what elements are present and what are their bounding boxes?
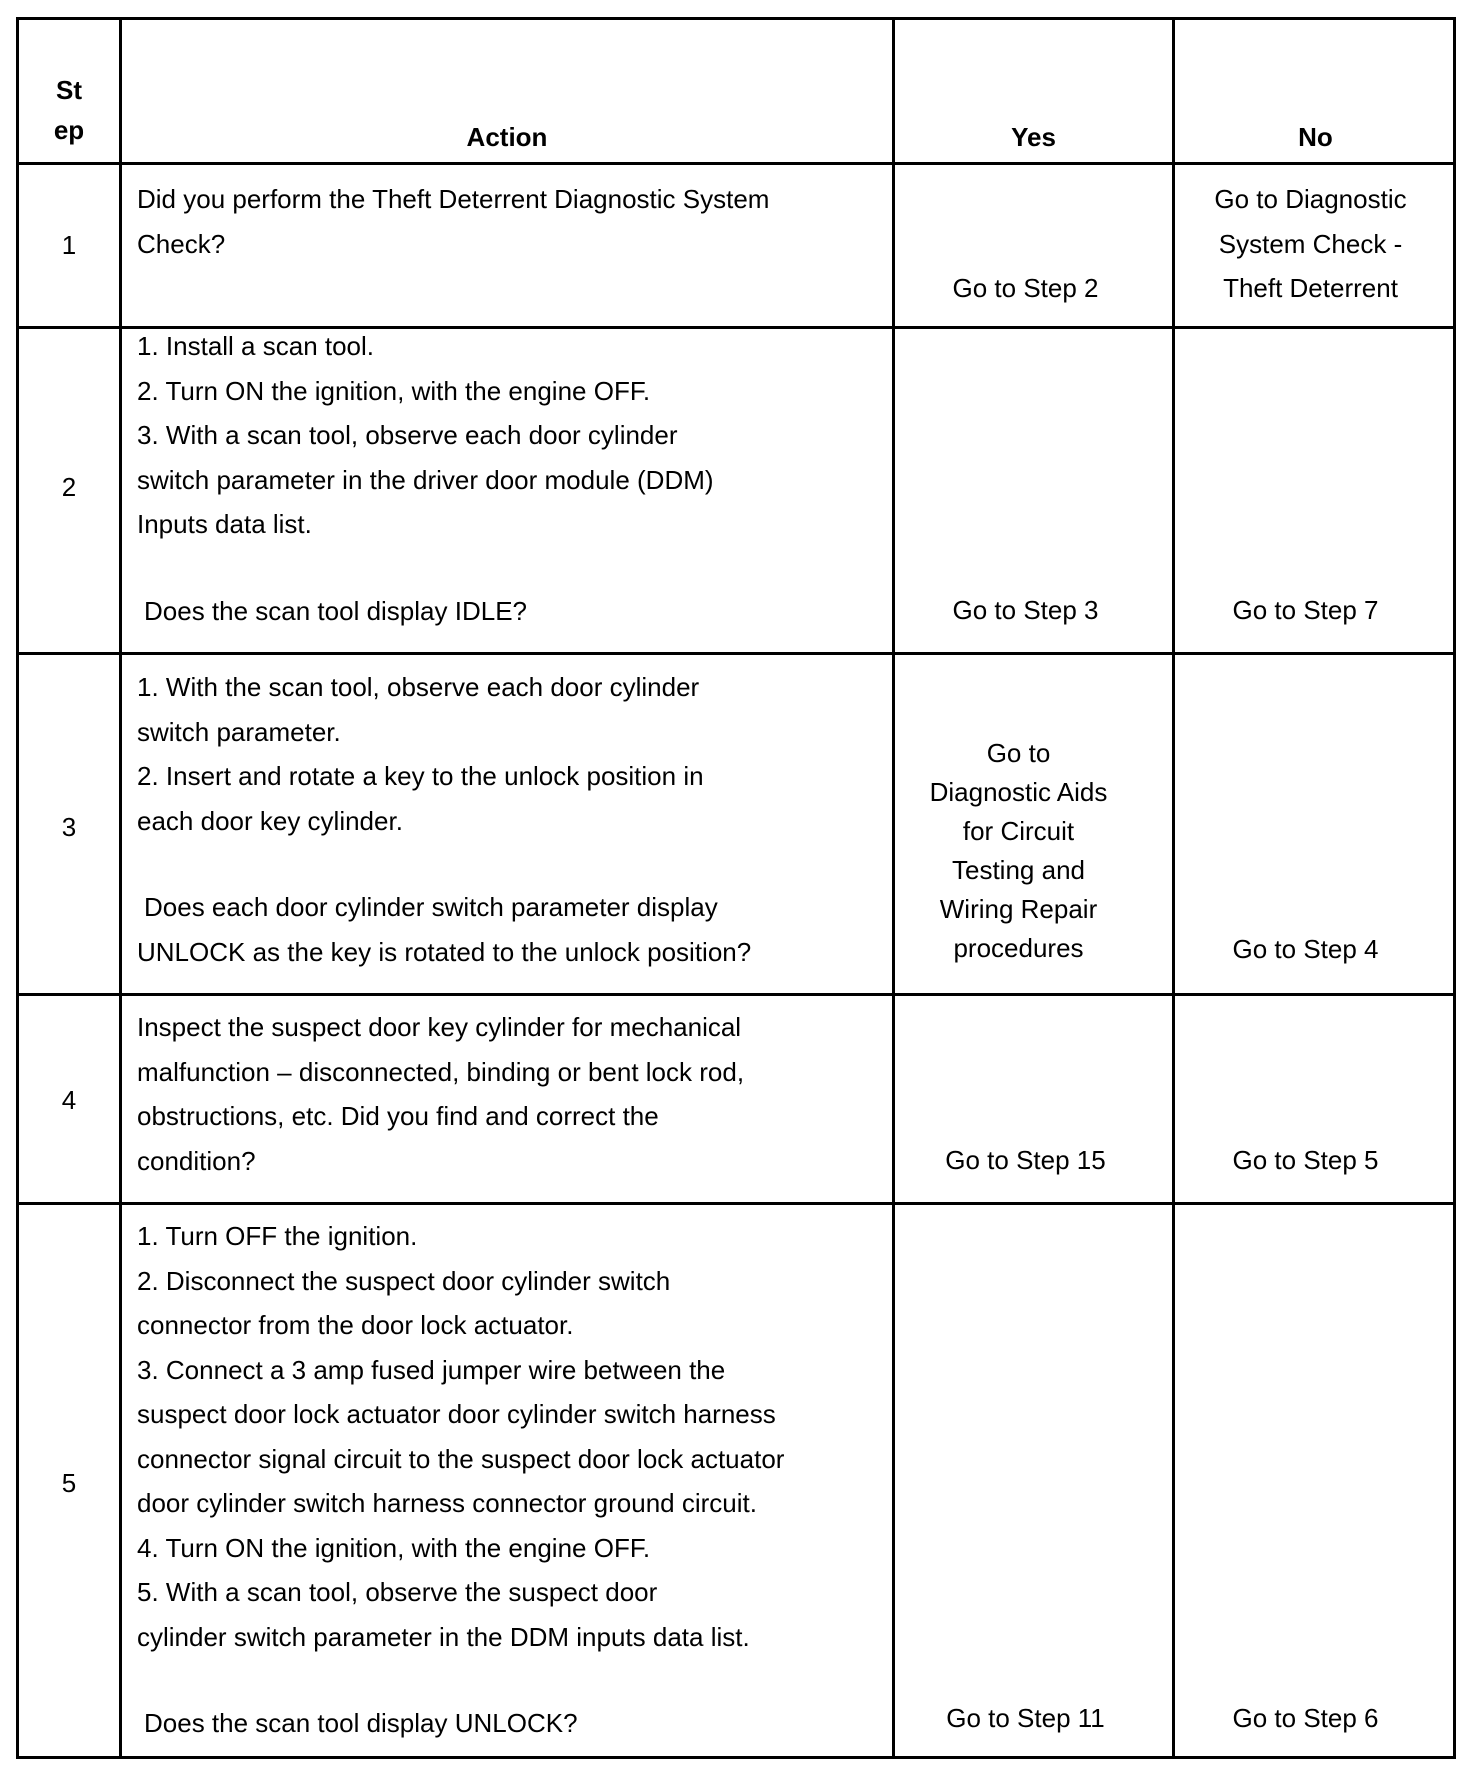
action-line: obstructions, etc. Did you find and correct the <box>137 1101 659 1131</box>
yes-line: Testing and <box>952 855 1085 885</box>
row-divider <box>19 1202 1453 1205</box>
no-cell: Go to Step 5 <box>1232 1145 1379 1175</box>
header-yes: Yes <box>1011 122 1056 152</box>
action-line: Check? <box>137 228 226 259</box>
action-line: 3. With a scan tool, observe each door cylinder <box>137 420 678 450</box>
step-number: 2 <box>61 472 77 502</box>
action-line: connector signal circuit to the suspect door lock actuator <box>137 1443 785 1474</box>
step-number: 1 <box>61 230 77 260</box>
action-line: 2. Turn ON the ignition, with the engine OFF. <box>137 375 651 406</box>
yes-line: Wiring Repair <box>939 894 1098 924</box>
yes-cell: Go to Step 11 <box>946 1703 1105 1733</box>
action-cell <box>122 665 892 974</box>
no-cell: Go to Step 4 <box>1232 934 1379 964</box>
step-number: 5 <box>61 1468 77 1498</box>
action-cell <box>122 324 892 633</box>
action-line: malfunction – disconnected, binding or bent lock rod, <box>137 1056 745 1087</box>
action-line: each door key cylinder. <box>137 805 403 836</box>
action-line: Did you perform the Theft Deterrent Diagnostic System <box>137 184 770 214</box>
step-number: 3 <box>61 812 77 842</box>
action-cell <box>122 177 892 266</box>
no-line: Go to Diagnostic <box>1214 184 1407 214</box>
no-cell: Go to Step 6 <box>1232 1703 1379 1733</box>
action-line: switch parameter. <box>137 716 341 747</box>
action-line: 2. Disconnect the suspect door cylinder switch <box>137 1265 671 1296</box>
diagnostic-table <box>16 17 1456 1759</box>
no-line: System Check - <box>1218 228 1403 259</box>
action-line: 3. Connect a 3 amp fused jumper wire between the <box>137 1354 726 1385</box>
yes-cell: Go to Step 3 <box>952 595 1099 625</box>
yes-line: procedures <box>953 933 1084 963</box>
action-cell <box>122 1214 892 1746</box>
question-line: Does the scan tool display UNLOCK? <box>144 1708 578 1738</box>
question-line: UNLOCK as the key is rotated to the unlock position? <box>137 936 752 967</box>
header-no: No <box>1298 122 1333 152</box>
header-action: Action <box>466 122 548 152</box>
question-line: Does the scan tool display IDLE? <box>144 595 527 626</box>
no-line: Theft Deterrent <box>1223 273 1398 303</box>
action-line: connector from the door lock actuator. <box>137 1310 574 1340</box>
action-line: 1. With the scan tool, observe each door cylinder <box>137 672 700 702</box>
action-line: 5. With a scan tool, observe the suspect door <box>137 1577 658 1607</box>
action-line: door cylinder switch harness connector ground circuit. <box>137 1488 757 1518</box>
yes-cell: Go to Step 2 <box>952 273 1099 303</box>
no-cell <box>1175 177 1456 311</box>
header-step <box>19 70 119 150</box>
yes-line: Go to <box>986 738 1051 768</box>
header-step-line: ep <box>53 115 85 145</box>
action-line: condition? <box>137 1145 256 1176</box>
yes-line: for Circuit <box>962 816 1075 846</box>
header-step-line: St <box>56 75 82 105</box>
yes-cell: Go to Step 15 <box>945 1145 1106 1175</box>
action-line: switch parameter in the driver door module (DDM) <box>137 464 714 495</box>
row-divider <box>19 162 1453 165</box>
row-divider <box>19 993 1453 996</box>
action-line: Inspect the suspect door key cylinder for mechanical <box>137 1012 742 1042</box>
yes-cell <box>895 734 1172 968</box>
step-number: 4 <box>61 1085 77 1115</box>
yes-line: Diagnostic Aids <box>929 777 1108 807</box>
no-cell: Go to Step 7 <box>1232 595 1379 625</box>
action-line: cylinder switch parameter in the DDM inputs data list. <box>137 1621 750 1652</box>
action-line: suspect door lock actuator door cylinder switch harness <box>137 1399 776 1429</box>
row-divider <box>19 652 1453 655</box>
action-line: 1. Install a scan tool. <box>137 331 375 361</box>
action-line: 1. Turn OFF the ignition. <box>137 1221 418 1251</box>
action-line: 2. Insert and rotate a key to the unlock position in <box>137 761 704 791</box>
question-line: Does each door cylinder switch parameter display <box>144 892 718 922</box>
action-line: Inputs data list. <box>137 509 312 539</box>
action-cell <box>122 1005 892 1183</box>
action-line: 4. Turn ON the ignition, with the engine OFF. <box>137 1532 651 1563</box>
